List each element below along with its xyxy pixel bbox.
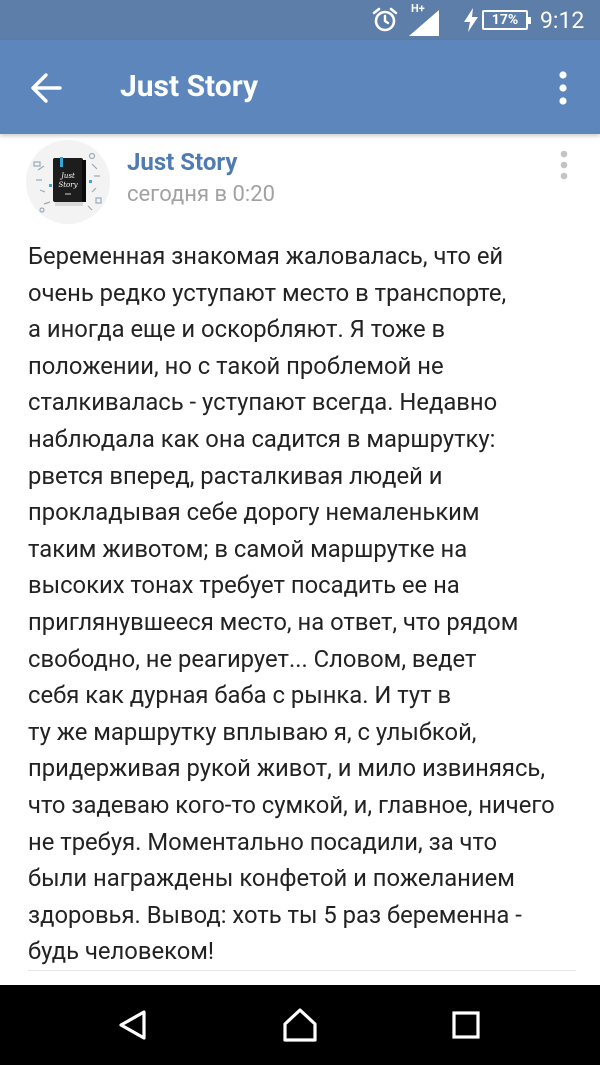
page-title: Just Story [120, 69, 259, 104]
network-type: H+ [411, 2, 425, 15]
status-bar [0, 0, 600, 40]
overflow-menu-icon [540, 62, 586, 114]
nav-back-button[interactable] [93, 985, 173, 1065]
home-icon [280, 1005, 320, 1045]
battery-level: 17% [491, 12, 519, 28]
book-icon [26, 140, 110, 224]
recents-icon [449, 1008, 483, 1042]
post-options-button[interactable] [548, 146, 580, 186]
avatar[interactable] [26, 140, 110, 224]
nav-home-button[interactable] [260, 985, 340, 1065]
post-divider [28, 970, 576, 971]
clock: 9:12 [540, 6, 585, 34]
svg-text:Just: Just [61, 172, 75, 180]
overflow-menu-button[interactable] [540, 62, 586, 114]
nav-recents-button[interactable] [426, 985, 506, 1065]
charging-icon [462, 0, 480, 40]
back-triangle-icon [115, 1007, 151, 1043]
battery-icon [482, 0, 528, 40]
svg-text:Story: Story [58, 181, 78, 189]
system-nav-bar [0, 985, 600, 1065]
more-vertical-icon [548, 146, 580, 186]
back-arrow-icon [20, 62, 72, 114]
signal-icon [405, 0, 441, 40]
app-bar [0, 40, 600, 134]
post-author-link[interactable]: Just Story [127, 148, 238, 176]
post-timestamp: сегодня в 0:20 [127, 182, 275, 207]
post-text: Беременная знакомая жаловалась, что ей очень редко уступают место в транспорте, а иногда еще и оскорбляют. Я тоже в положении, но с такой проблемой не сталкивалась - уступают всегда. Недавно наблюдала как она садится в маршрутку: рвется вперед, расталкивая людей и прокладывая себе дорогу немаленьким таким животом; в самой маршрутке на высоких тонах требует посадить ее на приглянувшееся место, на ответ, что рядом свободно, не реагирует... Словом, ведет себя как дурная баба с рынка. И тут в ту же маршрутку вплываю я, с улыбкой, придерживая рукой живот, и мило извиняясь, что задеваю кого-то сумкой, и, главное, ничего не требуя. Моментально посадили, за что были награждены конфетой и пожеланием здоровья. Вывод: хоть ты 5 раз беременна - будь человеком! [28, 242, 555, 966]
back-button[interactable] [20, 62, 72, 114]
alarm-icon [371, 0, 399, 40]
